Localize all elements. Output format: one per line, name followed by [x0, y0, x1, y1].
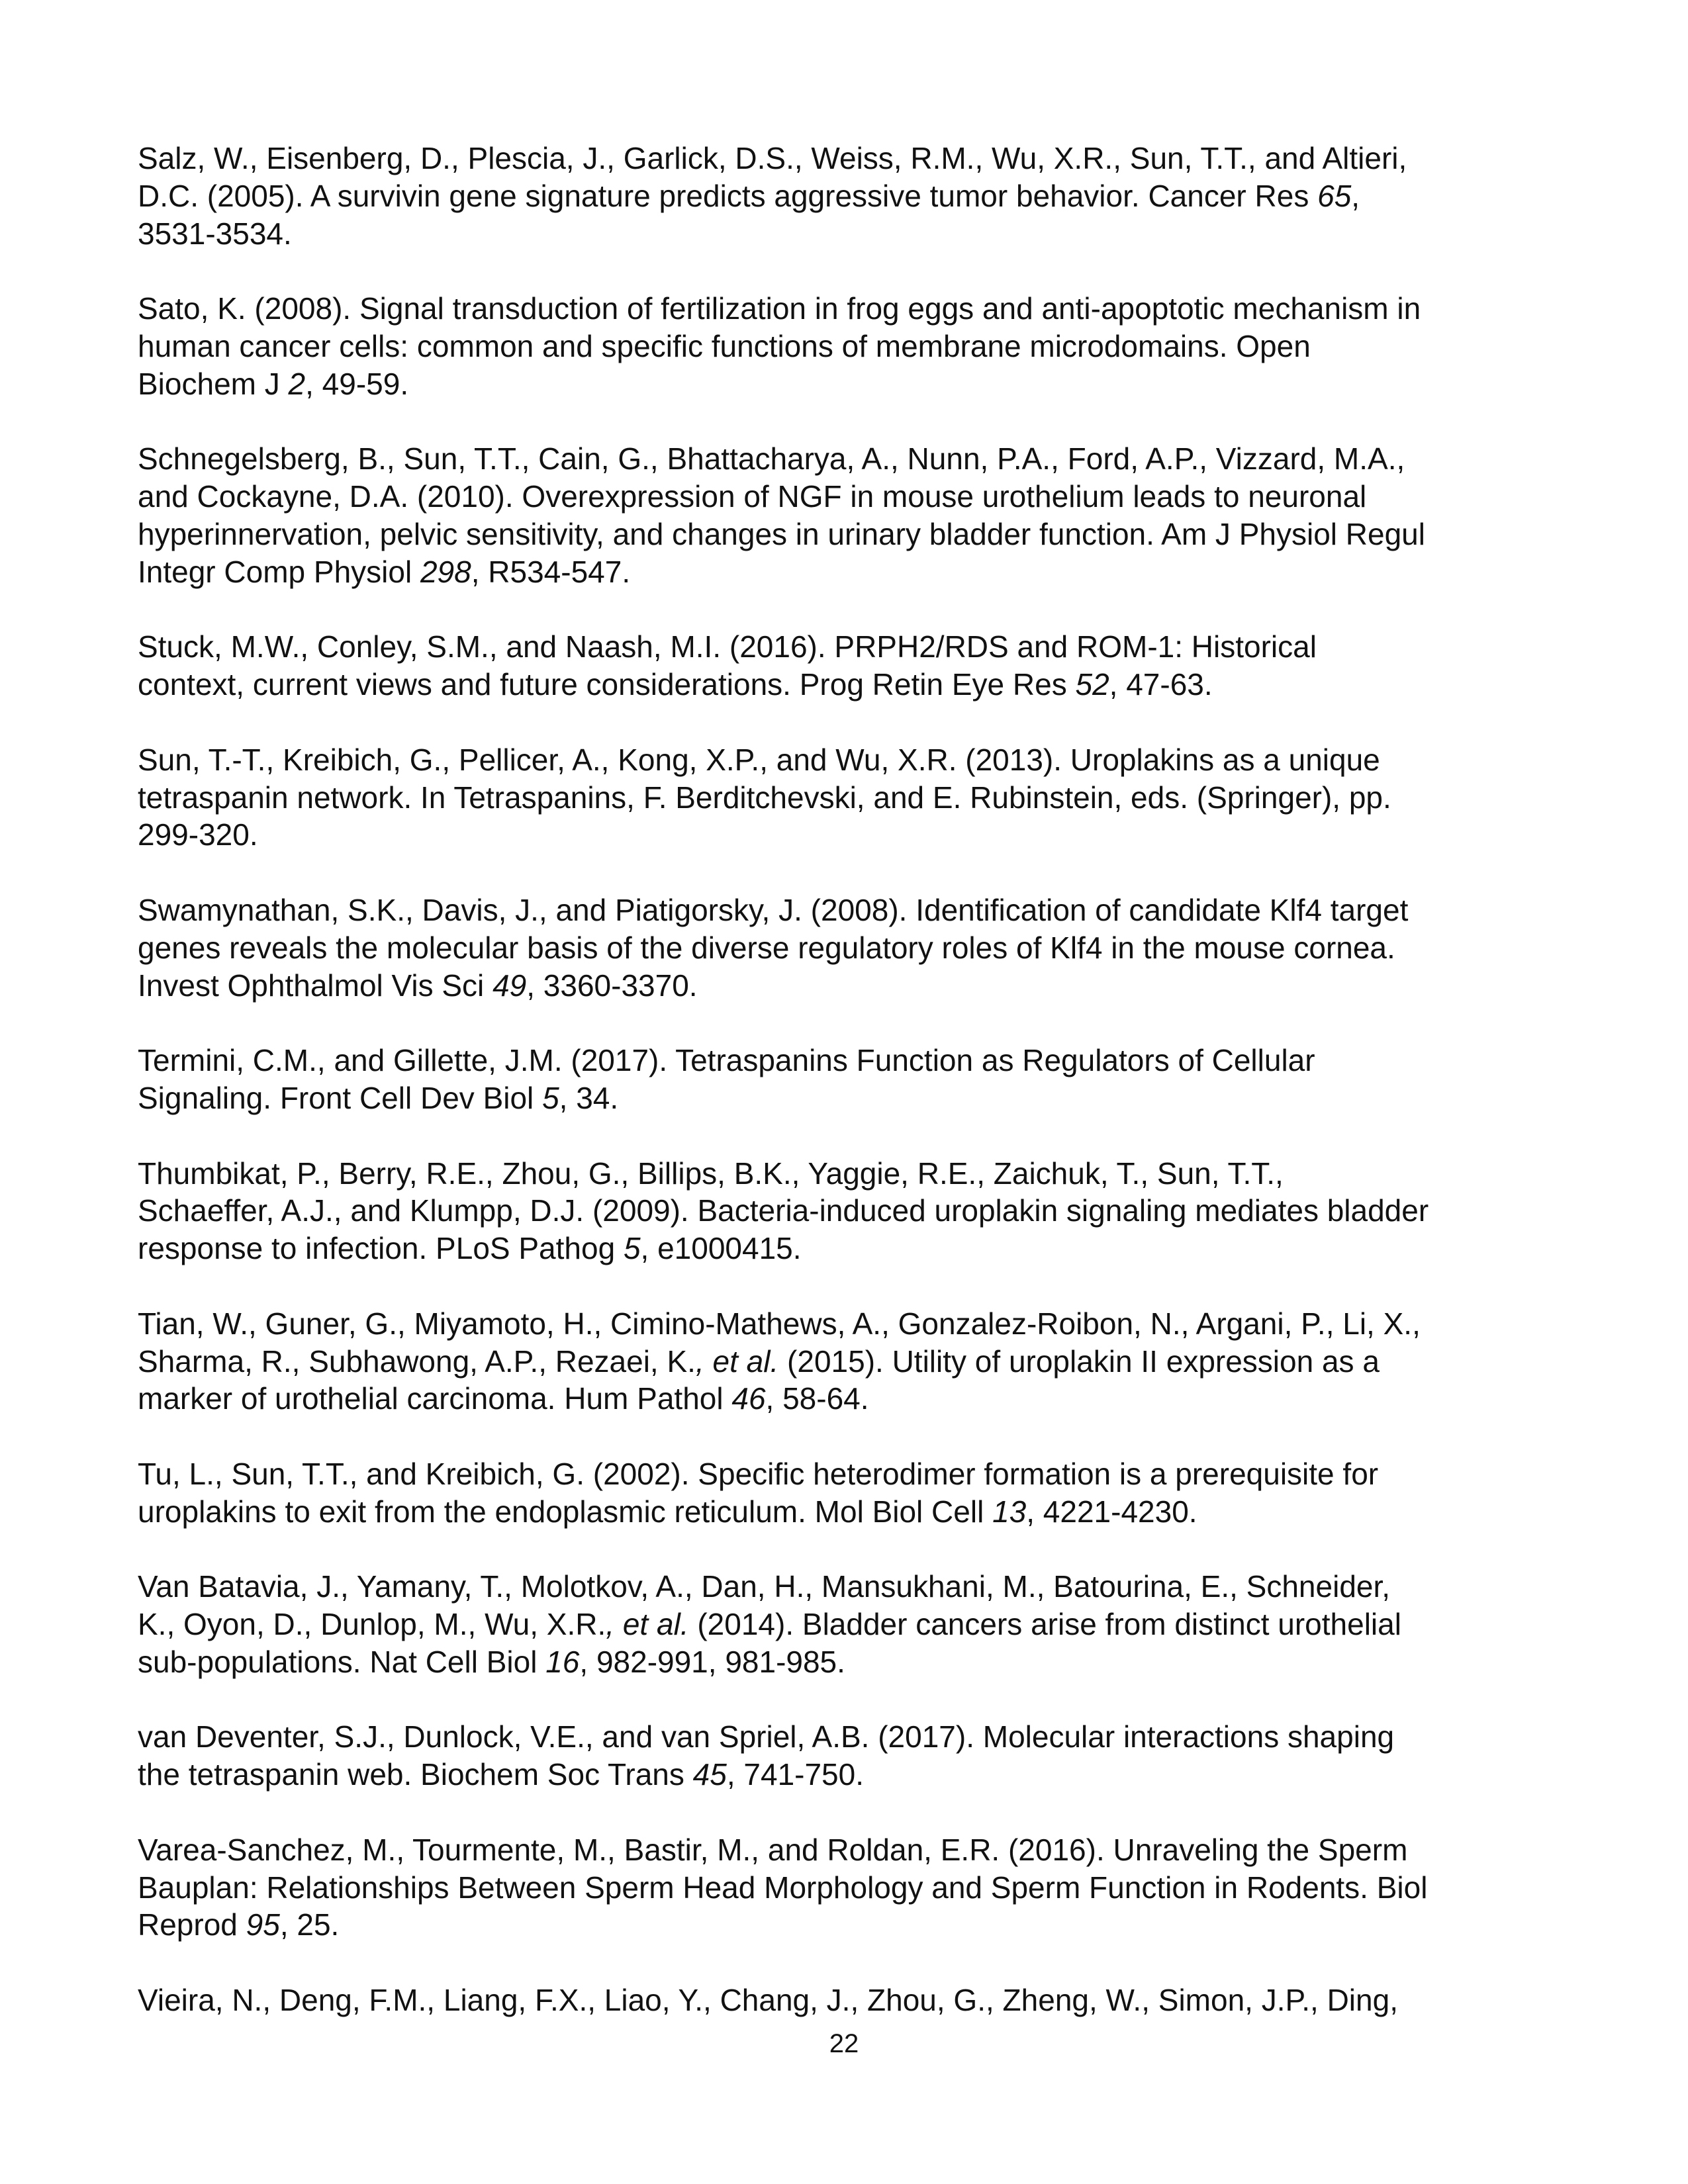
reference-text: Signaling. Front Cell Dev Biol [138, 1080, 543, 1115]
reference-entry [138, 628, 1554, 704]
reference-line [138, 140, 1554, 177]
reference-italic-text: 45 [692, 1757, 727, 1792]
reference-line [138, 1718, 1554, 1756]
reference-text: and Cockayne, D.A. (2010). Overexpression of NGF in mouse urothelium leads to neuronal [138, 479, 1367, 514]
reference-italic-text: 46 [731, 1381, 766, 1416]
reference-text: Integr Comp Physiol [138, 554, 420, 589]
reference-text: Stuck, M.W., Conley, S.M., and Naash, M.I. (2016). PRPH2/RDS and ROM-1: Historical [138, 629, 1317, 664]
reference-entry [138, 891, 1554, 1004]
reference-text: context, current views and future considerations. Prog Retin Eye Res [138, 667, 1076, 702]
reference-line [138, 516, 1554, 553]
reference-text: , 49-59. [305, 366, 409, 401]
reference-text: Biochem J [138, 366, 289, 401]
reference-text: Van Batavia, J., Yamany, T., Molotkov, A., Dan, H., Mansukhani, M., Batourina, E., Schneider, [138, 1569, 1391, 1604]
reference-text: , R534-547. [471, 554, 631, 589]
reference-line [138, 1343, 1554, 1381]
reference-line [138, 1493, 1554, 1531]
reference-italic-text: , et al. [606, 1607, 689, 1642]
reference-italic-text: 49 [492, 968, 527, 1003]
reference-text: D.C. (2005). A survivin gene signature predicts aggressive tumor behavior. Cancer Res [138, 178, 1318, 213]
reference-line [138, 1230, 1554, 1267]
reference-line [138, 1831, 1554, 1869]
reference-text: response to infection. PLoS Pathog [138, 1231, 624, 1266]
reference-entry [138, 290, 1554, 402]
reference-text: , 3360-3370. [526, 968, 698, 1003]
reference-text: Termini, C.M., and Gillette, J.M. (2017). Tetraspanins Function as Regulators of Cellular [138, 1043, 1315, 1078]
reference-text: Invest Ophthalmol Vis Sci [138, 968, 493, 1003]
reference-text: Swamynathan, S.K., Davis, J., and Piatigorsky, J. (2008). Identification of candidate Klf4 target [138, 892, 1409, 927]
reference-text: Tian, W., Guner, G., Miyamoto, H., Cimino-Mathews, A., Gonzalez-Roibon, N., Argani, P., Li, X., [138, 1306, 1421, 1341]
reference-text: tetraspanin network. In Tetraspanins, F. Berditchevski, and E. Rubinstein, eds. (Springer), pp. [138, 780, 1391, 815]
reference-text: Reprod [138, 1907, 246, 1942]
reference-text: , 47-63. [1109, 667, 1213, 702]
reference-line [138, 741, 1554, 779]
reference-line [138, 1042, 1554, 1079]
reference-line [138, 1305, 1554, 1343]
reference-line [138, 1869, 1554, 1907]
reference-text: Sharma, R., Subhawong, A.P., Rezaei, K. [138, 1343, 696, 1379]
reference-text: 3531-3534. [138, 216, 292, 251]
reference-entry [138, 1042, 1554, 1117]
reference-text: Schaeffer, A.J., and Klumpp, D.J. (2009). Bacteria-induced uroplakin signaling mediates bladder [138, 1193, 1429, 1228]
reference-italic-text: 5 [542, 1080, 559, 1115]
reference-italic-text: 52 [1075, 667, 1109, 702]
reference-italic-text: , et al. [695, 1343, 779, 1379]
reference-text: Bauplan: Relationships Between Sperm Head Morphology and Sperm Function in Rodents. Biol [138, 1870, 1428, 1905]
reference-text: Salz, W., Eisenberg, D., Plescia, J., Garlick, D.S., Weiss, R.M., Wu, X.R., Sun, T.T., and Altieri, [138, 141, 1407, 175]
reference-entry [138, 741, 1554, 854]
reference-text: (2015). Utility of uroplakin II expression as a [778, 1343, 1380, 1379]
reference-entry [138, 1155, 1554, 1267]
reference-text: , 741-750. [726, 1757, 865, 1792]
reference-line [138, 1192, 1554, 1230]
reference-text: Sato, K. (2008). Signal transduction of fertilization in frog eggs and anti-apoptotic mechanism in [138, 291, 1421, 326]
reference-italic-text: 65 [1317, 178, 1352, 213]
reference-entry [138, 1831, 1554, 1944]
reference-line [138, 1643, 1554, 1681]
reference-line [138, 440, 1554, 478]
reference-line [138, 1606, 1554, 1643]
reference-text: Thumbikat, P., Berry, R.E., Zhou, G., Billips, B.K., Yaggie, R.E., Zaichuk, T., Sun, T.T., [138, 1156, 1284, 1191]
reference-line [138, 1906, 1554, 1944]
reference-text: , e1000415. [640, 1231, 802, 1266]
reference-line [138, 666, 1554, 704]
reference-line [138, 328, 1554, 365]
reference-line [138, 779, 1554, 817]
reference-text: , 25. [279, 1907, 340, 1942]
reference-text: van Deventer, S.J., Dunlock, V.E., and van Spriel, A.B. (2017). Molecular interactions shaping [138, 1719, 1395, 1754]
page-number: 22 [829, 2029, 859, 2058]
reference-line [138, 1079, 1554, 1117]
reference-entry [138, 440, 1554, 590]
reference-text: human cancer cells: common and specific functions of membrane microdomains. Open [138, 328, 1311, 363]
reference-text: (2014). Bladder cancers arise from distinct urothelial [688, 1607, 1401, 1642]
reference-line [138, 215, 1554, 253]
reference-text: , 58-64. [765, 1381, 869, 1416]
reference-text: sub-populations. Nat Cell Biol [138, 1644, 546, 1679]
reference-text: K., Oyon, D., Dunlop, M., Wu, X.R. [138, 1607, 606, 1642]
reference-list [138, 140, 1554, 2057]
reference-line [138, 290, 1554, 328]
reference-text: Tu, L., Sun, T.T., and Kreibich, G. (2002). Specific heterodimer formation is a prerequisite for [138, 1456, 1379, 1491]
reference-italic-text: 298 [420, 554, 471, 589]
reference-line [138, 1981, 1554, 2019]
reference-line [138, 1756, 1554, 1794]
reference-line [138, 967, 1554, 1005]
reference-line [138, 816, 1554, 854]
reference-text: Sun, T.-T., Kreibich, G., Pellicer, A., Kong, X.P., and Wu, X.R. (2013). Uroplakins as a unique [138, 742, 1380, 777]
reference-text: , 34. [559, 1080, 619, 1115]
reference-italic-text: 13 [992, 1494, 1027, 1529]
reference-line [138, 177, 1554, 215]
reference-line [138, 553, 1554, 591]
reference-text: uroplakins to exit from the endoplasmic reticulum. Mol Biol Cell [138, 1494, 993, 1529]
reference-line [138, 365, 1554, 403]
reference-entry [138, 1455, 1554, 1531]
reference-text: marker of urothelial carcinoma. Hum Pathol [138, 1381, 732, 1416]
reference-text: genes reveals the molecular basis of the diverse regulatory roles of Klf4 in the mouse cornea. [138, 930, 1395, 965]
reference-italic-text: 5 [623, 1231, 641, 1266]
reference-entry [138, 140, 1554, 252]
reference-text: , 4221-4230. [1026, 1494, 1197, 1529]
reference-text: , 982-991, 981-985. [579, 1644, 845, 1679]
reference-line [138, 1568, 1554, 1606]
reference-text: hyperinnervation, pelvic sensitivity, and changes in urinary bladder function. Am J Physiol Regul [138, 516, 1425, 551]
reference-text: the tetraspanin web. Biochem Soc Trans [138, 1757, 693, 1792]
reference-text: 299-320. [138, 817, 258, 852]
reference-entry [138, 1568, 1554, 1680]
reference-entry [138, 1718, 1554, 1794]
reference-line [138, 628, 1554, 666]
reference-text: Vieira, N., Deng, F.M., Liang, F.X., Liao, Y., Chang, J., Zhou, G., Zheng, W., Simon, J.P., Ding, [138, 1983, 1398, 2018]
reference-italic-text: 95 [246, 1907, 280, 1942]
reference-line [138, 478, 1554, 516]
reference-entry [138, 1305, 1554, 1418]
reference-line [138, 1455, 1554, 1493]
reference-entry [138, 1981, 1554, 2019]
reference-italic-text: 2 [288, 366, 306, 401]
reference-line [138, 929, 1554, 967]
reference-text: Varea-Sanchez, M., Tourmente, M., Bastir, M., and Roldan, E.R. (2016). Unraveling the Sperm [138, 1832, 1408, 1867]
reference-line [138, 1155, 1554, 1193]
reference-line [138, 1380, 1554, 1418]
reference-italic-text: 16 [545, 1644, 580, 1679]
reference-text: , [1351, 178, 1360, 213]
reference-line [138, 891, 1554, 929]
reference-text: Schnegelsberg, B., Sun, T.T., Cain, G., Bhattacharya, A., Nunn, P.A., Ford, A.P., Vizzard, M.A., [138, 441, 1405, 477]
